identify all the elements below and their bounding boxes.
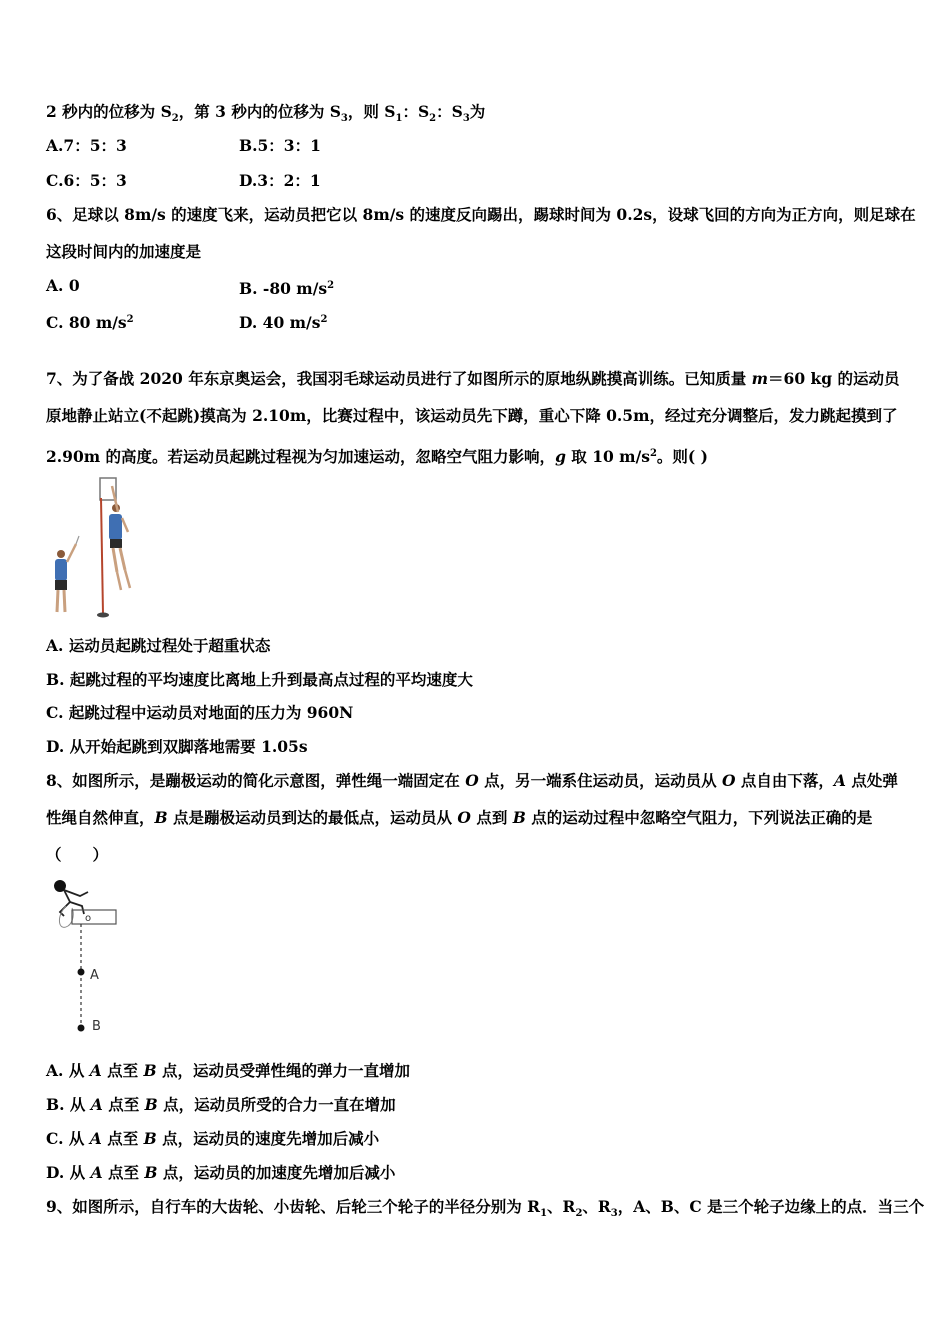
q8-option-b: B. 从 A 点至 B 点，运动员所受的合力一直在增加 — [46, 1095, 396, 1114]
standing-player-shorts — [55, 580, 67, 590]
standing-player-head — [57, 550, 65, 558]
q7-option-b: B. 起跳过程的平均速度比离地上升到最高点过程的平均速度大 — [46, 670, 473, 689]
q6-option-c: C. 80 $m/s^2$ — [46, 313, 134, 333]
q7-stem-line2: 原地静止站立(不起跳)摸高为 2.10m，比赛过程中，该运动员先下蹲，重心下降 0.5m，经过充分调整后，发力跳起摸到了 — [46, 406, 898, 425]
measuring-pole — [101, 498, 103, 614]
q7-stem-line3: 2.90m 的高度。若运动员起跳过程视为匀加速运动，忽略空气阻力影响，g 取 10 $m/s^2$。则( ) — [46, 447, 708, 467]
jumping-player-shirt — [109, 514, 122, 540]
q5-option-d: D.3：2：1 — [239, 171, 321, 190]
q5-option-c: C.6：5：3 — [46, 171, 127, 190]
point-b-marker — [78, 1025, 85, 1032]
standing-player-shirt — [55, 559, 67, 581]
bungee-diagram — [46, 876, 126, 1038]
q9-stem-line1: 9、如图所示，自行车的大齿轮、小齿轮、后轮三个轮子的半径分别为 $R_1$、$R_2$、$R_3$，A、B、C 是三个轮子边缘上的点．当三个 — [46, 1197, 925, 1220]
q7-stem-line1: 7、为了备战 2020 年东京奥运会，我国羽毛球运动员进行了如图所示的原地纵跳摸高训练。已知质量 m＝60 kg 的运动员 — [46, 369, 900, 388]
rope-loop — [59, 906, 73, 927]
point-a-marker — [78, 969, 85, 976]
q5-option-b: B.5：3：1 — [239, 136, 321, 155]
pole-base — [97, 613, 109, 618]
q6-option-a: A. 0 — [46, 276, 80, 295]
q7-option-d: D. 从开始起跳到双脚落地需要 1.05s — [46, 737, 308, 756]
q6-stem-line2: 这段时间内的加速度是 — [46, 242, 202, 261]
q5-stem: 2 秒内的位移为 $S_2$，第 3 秒内的位移为 $S_3$，则 $S_1$：$S_2$：$S_3$为 — [46, 102, 486, 125]
jump-reach-figure — [46, 474, 141, 620]
q6-stem-line1: 6、足球以 8m/s 的速度飞来，运动员把它以 8m/s 的速度反向踢出，踢球时间为 0.2s，设球飞回的方向为正方向，则足球在 — [46, 205, 916, 224]
q8-option-a: A. 从 A 点至 B 点，运动员受弹性绳的弹力一直增加 — [46, 1061, 411, 1080]
jumper-arm — [64, 890, 88, 896]
q8-option-c: C. 从 A 点至 B 点，运动员的速度先增加后减小 — [46, 1129, 380, 1148]
jumping-player-shorts — [110, 539, 122, 548]
q7-option-a: A. 运动员起跳过程处于超重状态 — [46, 636, 271, 655]
q8-stem-line2: 性绳自然伸直，B 点是蹦极运动员到达的最低点，运动员从 O 点到 B 点的运动过程中忽略空气阻力，下列说法正确的是 — [46, 808, 873, 827]
point-o-label: o — [85, 913, 92, 924]
q8-stem-line3: （ ） — [46, 845, 109, 864]
q8-stem-line1: 8、如图所示，是蹦极运动的简化示意图，弹性绳一端固定在 O 点，另一端系住运动员，运动员从 O 点自由下落，A 点处弹 — [46, 771, 898, 790]
platform — [72, 910, 116, 924]
q6-option-b: B. -80 $m/s^2$ — [239, 279, 335, 299]
racket — [76, 536, 79, 544]
point-a-label: A — [90, 968, 99, 983]
q6-option-d: D. 40 $m/s^2$ — [239, 313, 328, 333]
point-b-label: B — [92, 1019, 101, 1034]
q8-option-d: D. 从 A 点至 B 点，运动员的加速度先增加后减小 — [46, 1163, 396, 1182]
q5-option-a: A.7：5：3 — [46, 136, 127, 155]
q7-option-c: C. 起跳过程中运动员对地面的压力为 960N — [46, 703, 354, 722]
